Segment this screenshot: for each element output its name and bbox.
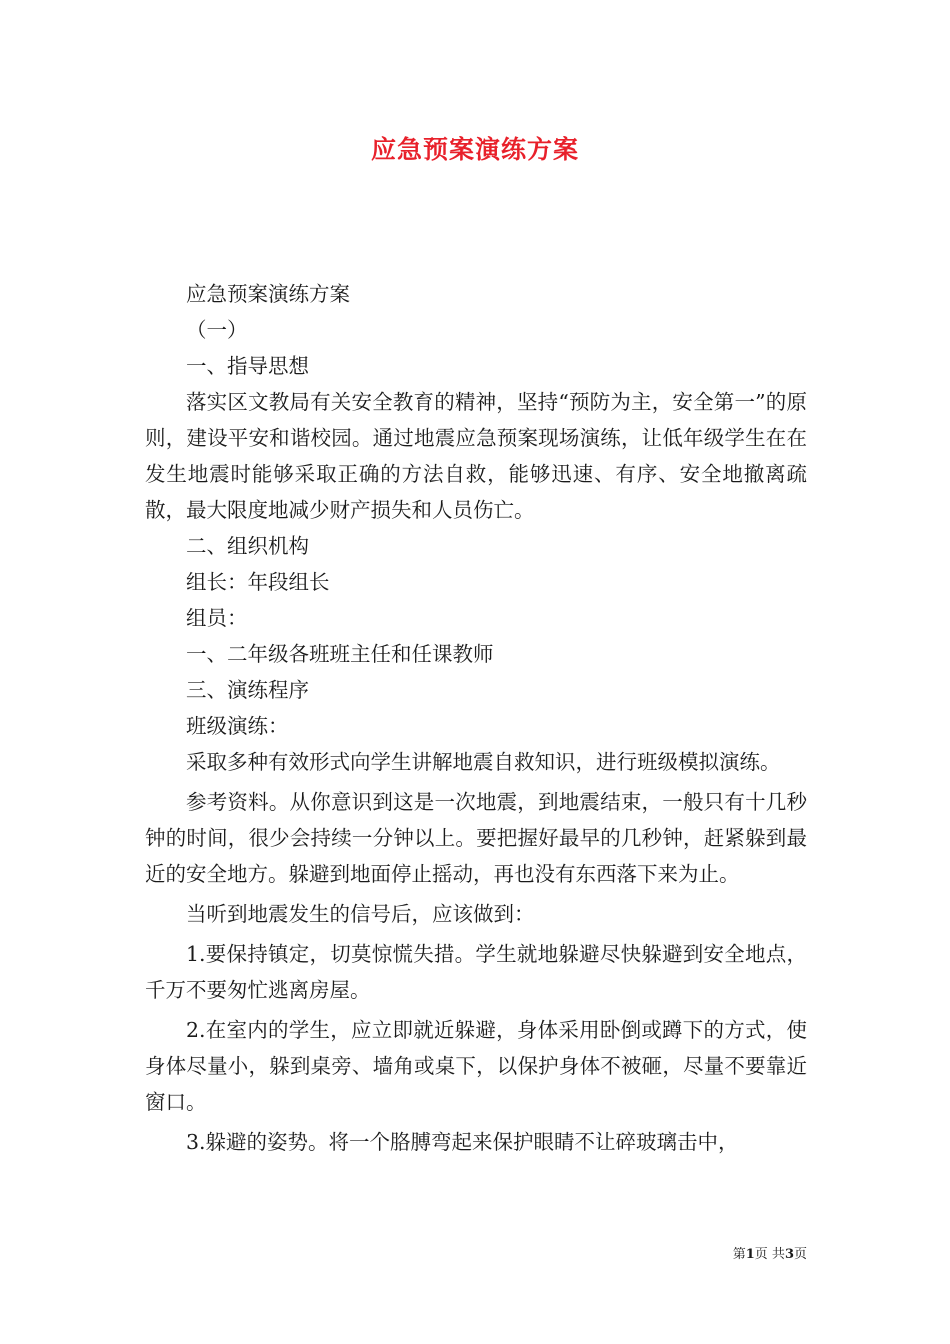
footer-suffix: 页 (793, 1247, 807, 1262)
paragraph-drill-procedure-heading: 三、演练程序 (186, 678, 309, 702)
page-footer (733, 1245, 807, 1265)
paragraph-signal-instructions: 当听到地震发生的信号后，应该做到： (186, 902, 535, 926)
footer-total-pages: 3 (784, 1247, 794, 1262)
paragraph-guiding-ideology-heading: 一、指导思想 (186, 354, 309, 378)
footer-prefix: 第 (732, 1247, 746, 1262)
paragraph-team-members-label: 组员： (186, 606, 248, 630)
paragraph-step-2: 2.在室内的学生，应立即就近躲避，身体采用卧倒或蹲下的方式，使身体尽量小，躲到桌旁、墙角或桌下，以保护身体不被砸，尽量不要靠近窗口。 (145, 1018, 807, 1114)
footer-middle: 页 共 (754, 1247, 785, 1262)
paragraph-class-drill-label: 班级演练： (186, 714, 289, 738)
paragraph-step-3: 3.躲避的姿势。将一个胳膊弯起来保护眼睛不让碎玻璃击中， (186, 1130, 739, 1154)
document-title: 应急预案演练方案 (370, 135, 579, 164)
paragraph-class-drill: 采取多种有效形式向学生讲解地震自救知识，进行班级模拟演练。 (186, 750, 781, 774)
paragraph-guiding-ideology: 落实区文教局有关安全教育的精神，坚持“预防为主，安全第一”的原则，建设平安和谐校园。通过地震应急预案现场演练，让低年级学生在在发生地震时能够采取正确的方法自救，能够迅速、有序、安全地撤离疏散，最大限度地减少财产损失和人员伤亡。 (145, 390, 807, 522)
paragraph-step-1: 1.要保持镇定，切莫惊慌失措。学生就地躲避尽快躲避到安全地点，千万不要匆忙逃离房屋。 (145, 942, 807, 1002)
document-body (145, 276, 807, 1160)
paragraph-reference: 参考资料。从你意识到这是一次地震，到地震结束，一般只有十几秒钟的时间，很少会持续一分钟以上。要把握好最早的几秒钟，赶紧躲到最近的安全地方。躲避到地面停止摇动，再也没有东西落下来为止。 (145, 790, 807, 886)
paragraph-organization-heading: 二、组织机构 (186, 534, 309, 558)
paragraph-heading: 应急预案演练方案 (186, 282, 350, 306)
paragraph-team-members: 一、二年级各班班主任和任课教师 (186, 642, 494, 666)
footer-page-number: 1 (745, 1247, 755, 1262)
paragraph-team-leader: 组长：年段组长 (186, 570, 330, 594)
paragraph-section-number: （一） (186, 318, 248, 342)
